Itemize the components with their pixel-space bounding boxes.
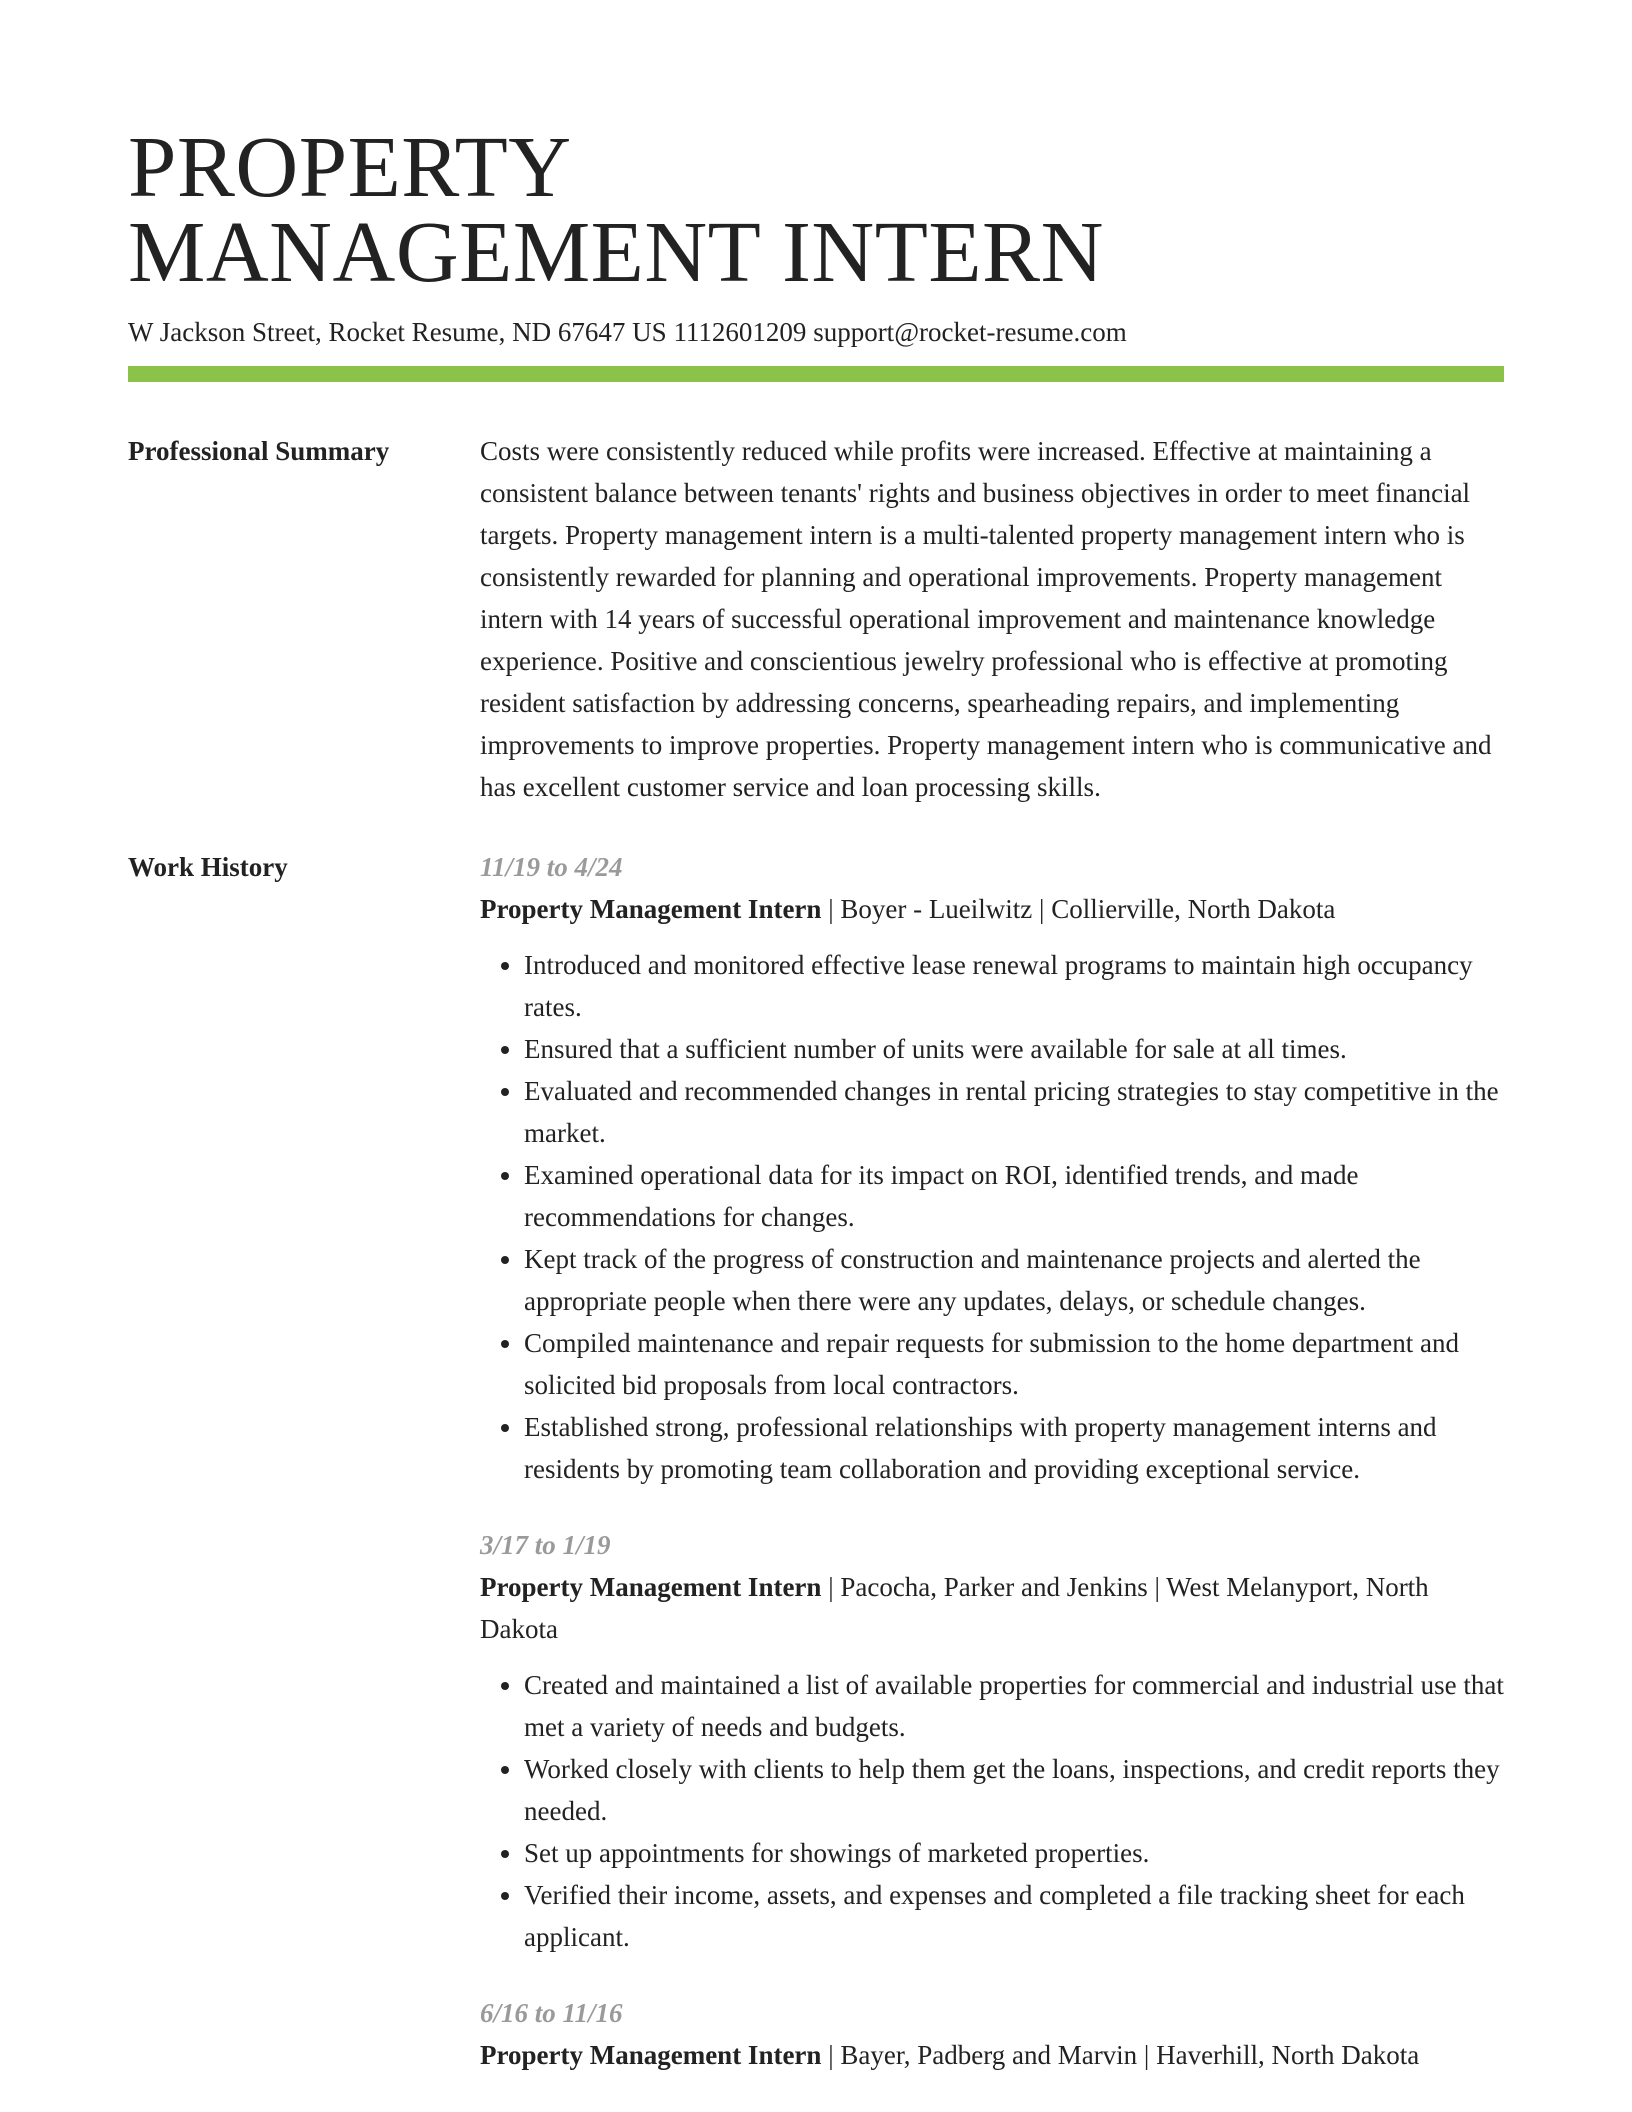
job-title: Property Management Intern: [480, 894, 822, 924]
job-responsibility-item: • Compiled maintenance and repair requests for submission to the home department and solicited bid proposals from local contractors.: [524, 1322, 1504, 1406]
job-heading: [480, 888, 1504, 930]
contact-line: [128, 314, 1504, 350]
accent-divider: [128, 366, 1504, 382]
summary-body: [480, 430, 1504, 808]
title-line-2: MANAGEMENT INTERN: [128, 203, 1104, 300]
job-responsibility-item: • Evaluated and recommended changes in rental pricing strategies to stay competitive in the market.: [524, 1070, 1504, 1154]
job-responsibility-item: • Established strong, professional relationships with property management interns and residents by promoting team collaboration and providing exceptional service.: [524, 1406, 1504, 1490]
resume-title: [128, 118, 1504, 300]
job-responsibility-item: • Created and maintained a list of available properties for commercial and industrial use that met a variety of needs and budgets.: [524, 1664, 1504, 1748]
job-title: Property Management Intern: [480, 1572, 822, 1602]
summary-label: Professional Summary: [128, 436, 390, 466]
work-history-label: Work History: [128, 852, 288, 882]
job-heading: [480, 1566, 1504, 1650]
summary-text: Costs were consistently reduced while profits were increased. Effective at maintaining a consistent balance between tenants' rights and business objectives in order to meet financial targets. Property management intern is a multi-talented property management intern who is consistently rewarded for planning and operational improvements. Property management intern with 14 years of successful operational improvement and maintenance knowledge experience. Positive and conscientious jewelry professional who is effective at promoting resident satisfaction by addressing concerns, spearheading repairs, and implementing improvements to improve properties. Property management intern who is communicative and has excellent customer service and loan processing skills.: [480, 436, 1492, 802]
job-entry: [480, 1992, 1504, 2076]
contact-address: W Jackson Street, Rocket Resume, ND 67647 US: [128, 317, 667, 347]
job-dates: 6/16 to 11/16: [480, 1998, 623, 2028]
job-responsibility-item: • Kept track of the progress of construction and maintenance projects and alerted the appropriate people when there were any updates, delays, or schedule changes.: [524, 1238, 1504, 1322]
job-employer-location: | Boyer - Lueilwitz | Collierville, North Dakota: [821, 894, 1336, 924]
job-responsibility-item: • Ensured that a sufficient number of units were available for sale at all times.: [524, 1028, 1504, 1070]
title-line-1: PROPERTY: [128, 118, 572, 215]
job-entry: [480, 846, 1504, 1490]
work-history-body: [480, 846, 1504, 2110]
job-responsibilities-list: [480, 944, 1504, 1490]
job-responsibilities-list: [480, 1664, 1504, 1958]
job-title: Property Management Intern: [480, 2040, 822, 2070]
job-responsibility-item: • Set up appointments for showings of marketed properties.: [524, 1832, 1504, 1874]
job-employer-location: | Bayer, Padberg and Marvin | Haverhill, North Dakota: [821, 2040, 1420, 2070]
contact-email: support@rocket-resume.com: [813, 317, 1127, 347]
work-history-section: [128, 846, 1504, 2110]
job-responsibility-item: • Worked closely with clients to help them get the loans, inspections, and credit reports they needed.: [524, 1748, 1504, 1832]
job-employer-location: | Pacocha, Parker and Jenkins | West Melanyport, North Dakota: [480, 1572, 1429, 1644]
job-responsibility-item: • Introduced and monitored effective lease renewal programs to maintain high occupancy rates.: [524, 944, 1504, 1028]
job-heading: [480, 2034, 1504, 2076]
job-responsibility-item: • Examined operational data for its impact on ROI, identified trends, and made recommendations for changes.: [524, 1154, 1504, 1238]
job-dates: 11/19 to 4/24: [480, 852, 623, 882]
job-dates: 3/17 to 1/19: [480, 1530, 611, 1560]
job-entry: [480, 1524, 1504, 1958]
contact-phone: 1112601209: [673, 317, 807, 347]
job-responsibility-item: • Verified their income, assets, and expenses and completed a file tracking sheet for each applicant.: [524, 1874, 1504, 1958]
summary-section: [128, 430, 1504, 808]
